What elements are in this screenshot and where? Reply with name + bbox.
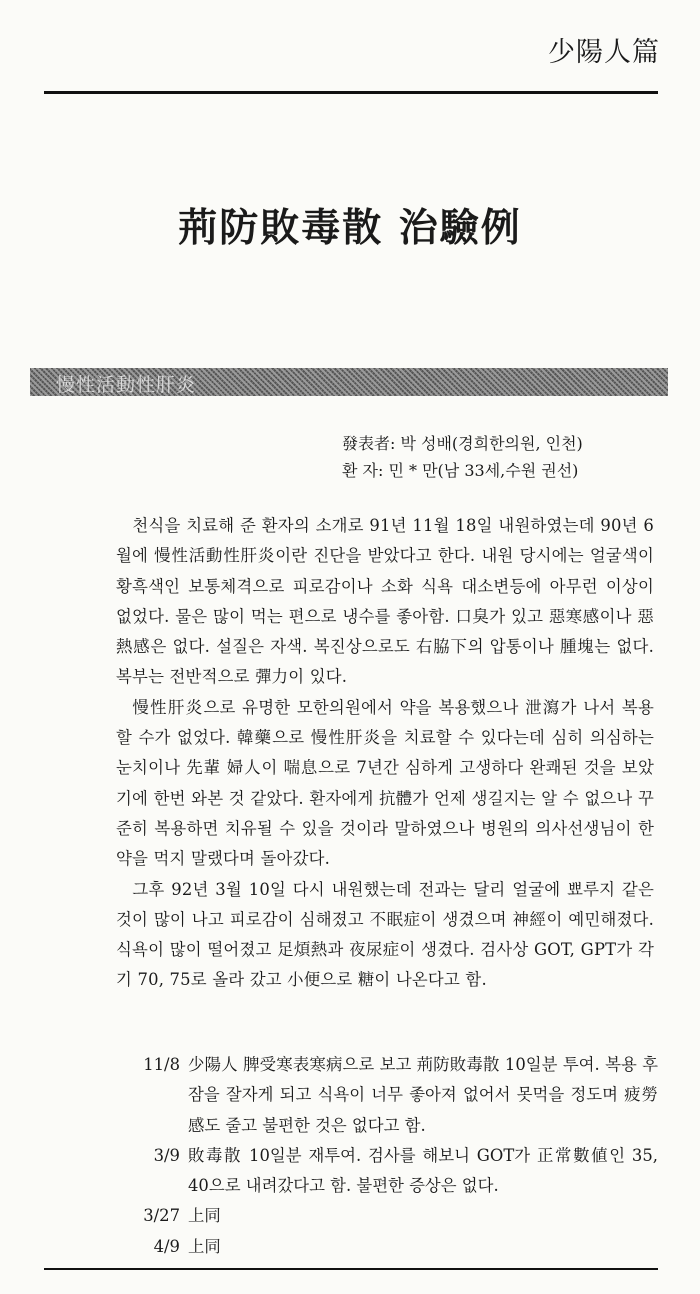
body-paragraph: 천식을 치료해 준 환자의 소개로 91년 11월 18일 내원하였는데 90년 6월에 慢性活動性肝炎이란 진단을 받았다고 한다. 내원 당시에는 얼굴색이 황흑색인 보통체격으로 피로감이나 소화 식욕 대소변등에 아무런 이상이 없었다. 물은 많이 먹는 편으로 냉수를 좋아함. 口臭가 있고 惡寒感이나 惡熱感은 없다. 설질은 자색. 복진상으로도 右脇下의 압통이나 腫塊는 없다. 복부는 전반적으로 彈力이 있다.: [116, 516, 654, 687]
log-text: 上同: [188, 1236, 221, 1256]
treatment-log: [118, 1050, 658, 1262]
top-rule: [44, 91, 658, 94]
presenter-line: 發表者: 박 성배(경희한의원, 인천): [342, 434, 583, 453]
log-text: 上同: [188, 1206, 221, 1226]
topic-banner: [30, 368, 668, 396]
case-body: [116, 511, 654, 996]
body-paragraph: 慢性肝炎으로 유명한 모한의원에서 약을 복용했으나 泄瀉가 나서 복용할 수가 없었다. 韓藥으로 慢性肝炎을 치료할 수 있다는데 심히 의심하는 눈치이나 先輩 婦人이 喘息으로 7년간 심하게 고생하다 완쾌된 것을 보았기에 한번 와본 것 같았다. 환자에게 抗體가 언제 생길지는 알 수 없으나 꾸준히 복용하면 치유될 수 있을 것이라 말하였으나 병원의 의사선생님이 한약을 먹지 말랬다며 돌아갔다.: [116, 697, 654, 869]
patient-line: 환 자: 민 * 만(남 33세,수원 권선): [342, 461, 579, 480]
log-date: 11/8: [143, 1055, 180, 1074]
log-text: 敗毒散 10일분 재투여. 검사를 해보니 GOT가 正常數値인 35, 40으로 내려갔다고 함. 불편한 증상은 없다.: [188, 1145, 658, 1196]
article-meta: [342, 430, 583, 484]
topic-banner-label: 慢性活動性肝炎: [56, 374, 197, 396]
log-date: 3/9: [153, 1145, 180, 1165]
section-label: 少陽人篇: [548, 37, 660, 68]
log-text: 少陽人 脾受寒表寒病으로 보고 荊防敗毒散 10일분 투여. 복용 후 잠을 잘자게 되고 식욕이 너무 좋아져 없어서 못먹을 정도며 疲勞感도 줄고 불편한 것은 없다고 함.: [188, 1055, 658, 1135]
body-paragraph: 그후 92년 3월 10일 다시 내원했는데 전과는 달리 얼굴에 뾰루지 같은 것이 많이 나고 피로감이 심해졌고 不眠症이 생겼으며 神經이 예민해졌다. 식욕이 많이 떨어졌고 足煩熱과 夜尿症이 생겼다. 검사상 GOT, GPT가 각기 70, 75로 올라 갔고 小便으로 糖이 나온다고 함.: [116, 879, 654, 990]
log-entry: [118, 1232, 658, 1262]
log-entry: [118, 1050, 658, 1141]
log-date: 3/27: [143, 1206, 180, 1226]
article-title: 荊防敗毒散 治驗例: [178, 205, 522, 251]
bottom-rule: [44, 1268, 658, 1270]
log-entry: [118, 1201, 658, 1231]
log-date: 4/9: [153, 1236, 180, 1256]
log-entry: [118, 1141, 658, 1202]
